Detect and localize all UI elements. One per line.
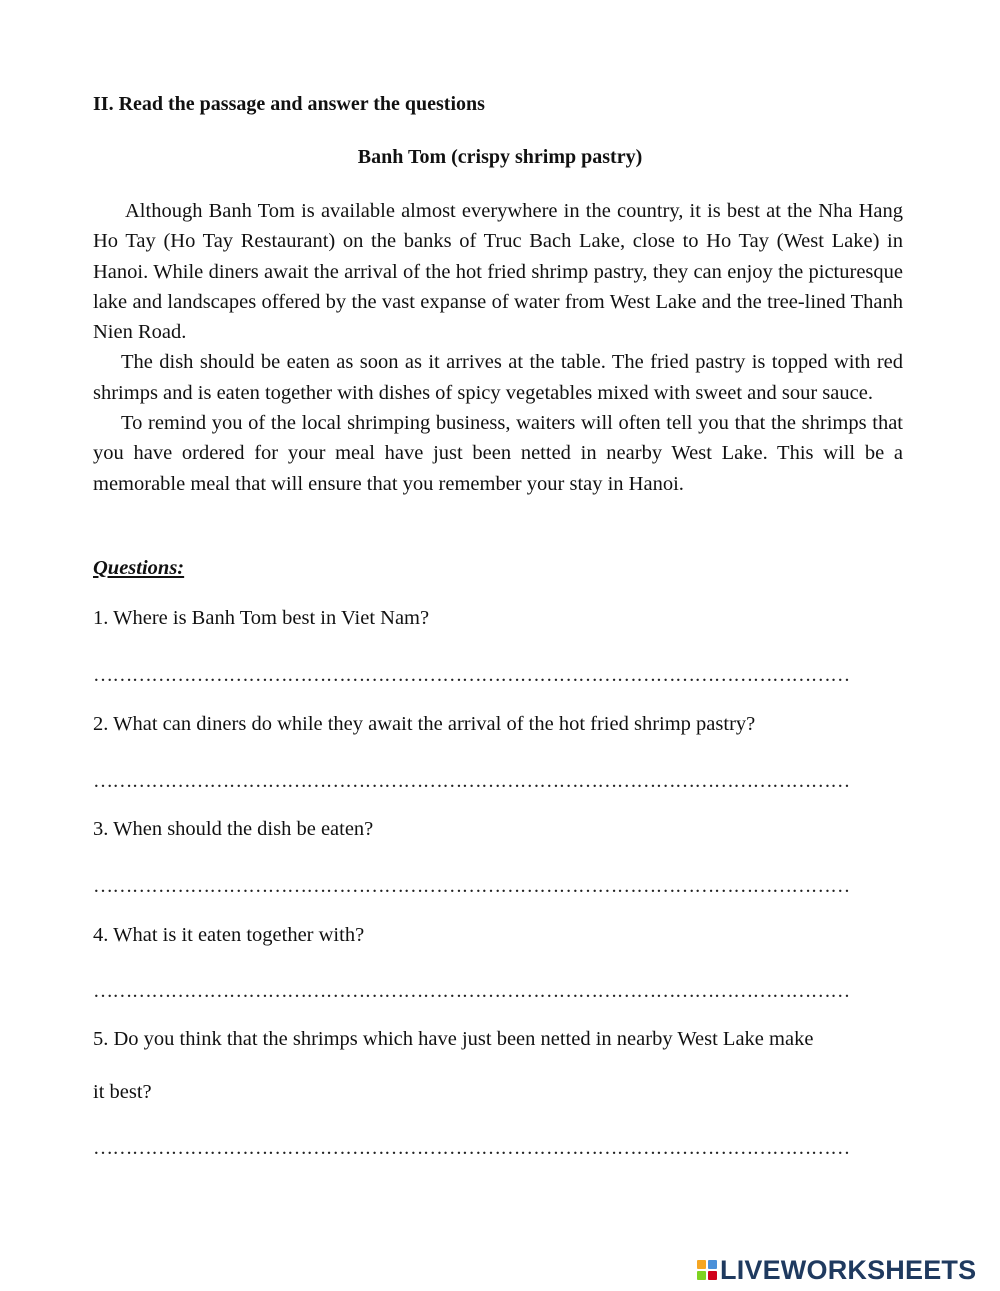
reading-passage (93, 196, 903, 499)
section-heading: II. Read the passage and answer the questions (93, 93, 485, 115)
answer-line-2[interactable]: ……………………………………………………………………………………………………… (93, 770, 850, 792)
logo-block (697, 1271, 706, 1280)
logo-block (708, 1260, 717, 1269)
answer-line-1[interactable]: ……………………………………………………………………………………………………… (93, 664, 850, 686)
question-5-continuation: it best? (93, 1081, 152, 1103)
passage-title: Banh Tom (crispy shrimp pastry) (357, 146, 643, 168)
passage-paragraph: The dish should be eaten as soon as it arrives at the table. The fried pastry is topped with red shrimps and is eaten together with dishes of spicy vegetables mixed with sweet and sour sauce. (93, 351, 903, 404)
answer-line-4[interactable]: ……………………………………………………………………………………………………… (93, 980, 850, 1002)
question-5: 5. Do you think that the shrimps which have just been netted in nearby West Lake make (93, 1028, 814, 1050)
logo-text: LIVEWORKSHEETS (720, 1254, 977, 1285)
question-3: 3. When should the dish be eaten? (93, 818, 374, 840)
answer-line-5[interactable]: ……………………………………………………………………………………………………… (93, 1137, 850, 1159)
question-2: 2. What can diners do while they await the arrival of the hot fried shrimp pastry? (93, 713, 756, 735)
logo-block (697, 1260, 706, 1269)
answer-line-3[interactable]: ……………………………………………………………………………………………………… (93, 875, 850, 897)
question-1: 1. Where is Banh Tom best in Viet Nam? (93, 607, 430, 629)
passage-paragraph: To remind you of the local shrimping business, waiters will often tell you that the shrimps that you have ordered for your meal have just been netted in nearby West Lake. This will be a memorable meal that will ensure that you remember your stay in Hanoi. (93, 412, 903, 495)
question-4: 4. What is it eaten together with? (93, 924, 365, 946)
questions-heading: Questions: (93, 557, 185, 579)
logo-blocks-icon (697, 1260, 717, 1280)
passage-paragraph: Although Banh Tom is available almost everywhere in the country, it is best at the Nha Hang Ho Tay (Ho Tay Restaurant) on the banks of Truc Bach Lake, close to Ho Tay (West Lake) in Hanoi. While diners await the arrival of the hot fried shrimp pastry, they can enjoy the picturesque lake and landscapes offered by the vast expanse of water from West Lake and the tree-lined Thanh Nien Road. (93, 200, 903, 344)
liveworksheets-logo (697, 1253, 976, 1287)
logo-block (708, 1271, 717, 1280)
